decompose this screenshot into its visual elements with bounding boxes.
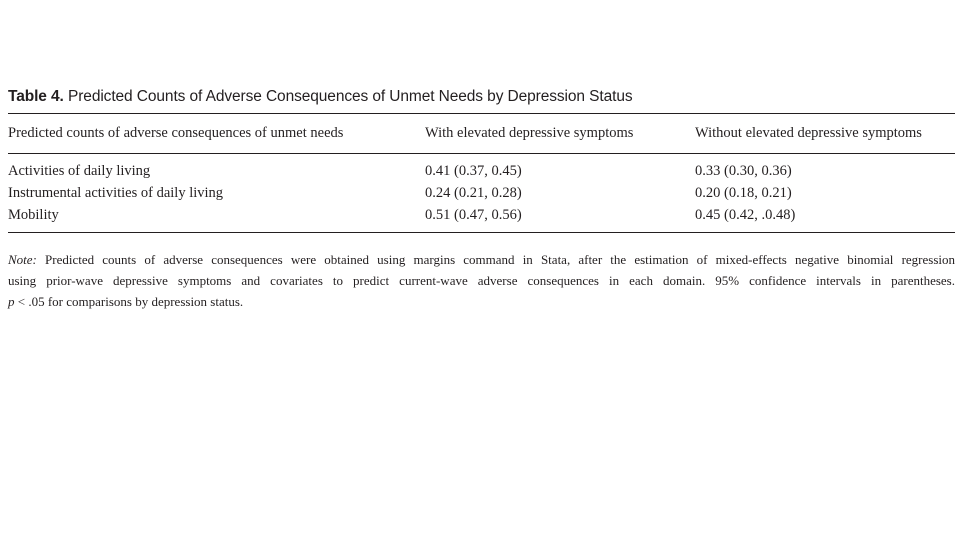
column-header-without-symptoms: Without elevated depressive symptoms (695, 125, 922, 141)
row-label-adl: Activities of daily living (8, 163, 151, 179)
row-value-mobility-without: 0.45 (0.42, .0.48) (695, 207, 796, 223)
rule-header (8, 153, 955, 154)
row-value-adl-without: 0.33 (0.30, 0.36) (695, 163, 792, 179)
row-value-iadl-with: 0.24 (0.21, 0.28) (425, 185, 522, 201)
note-p-symbol: p (8, 294, 15, 309)
row-value-adl-with: 0.41 (0.37, 0.45) (425, 163, 522, 179)
table-caption: Predicted Counts of Adverse Consequences of Unmet Needs by Depression Status (68, 88, 633, 105)
note-label: Note: (8, 252, 37, 267)
column-header-with-symptoms: With elevated depressive symptoms (425, 125, 634, 141)
row-value-mobility-with: 0.51 (0.47, 0.56) (425, 207, 522, 223)
rule-top (8, 113, 955, 114)
row-label-mobility: Mobility (8, 207, 59, 223)
row-value-iadl-without: 0.20 (0.18, 0.21) (695, 185, 792, 201)
note-text-3: < .05 for comparisons by depression status. (14, 294, 244, 309)
table-note (8, 249, 955, 312)
rule-bottom (8, 232, 955, 233)
note-line-1 (8, 249, 955, 270)
note-line-3 (8, 291, 955, 312)
note-text-1: Predicted counts of adverse consequences were obtained using margins command in Stata, after the estimation of mixed-effects negative binomial regression (36, 252, 955, 267)
table-title (8, 88, 633, 106)
table-number: Table 4. (8, 88, 64, 105)
note-line-2: using prior-wave depressive symptoms and covariates to predict current-wave adverse consequences in each domain. 95% confidence intervals in parentheses. (8, 273, 955, 288)
column-header-measure: Predicted counts of adverse consequences of unmet needs (8, 125, 344, 141)
row-label-iadl: Instrumental activities of daily living (8, 185, 224, 201)
